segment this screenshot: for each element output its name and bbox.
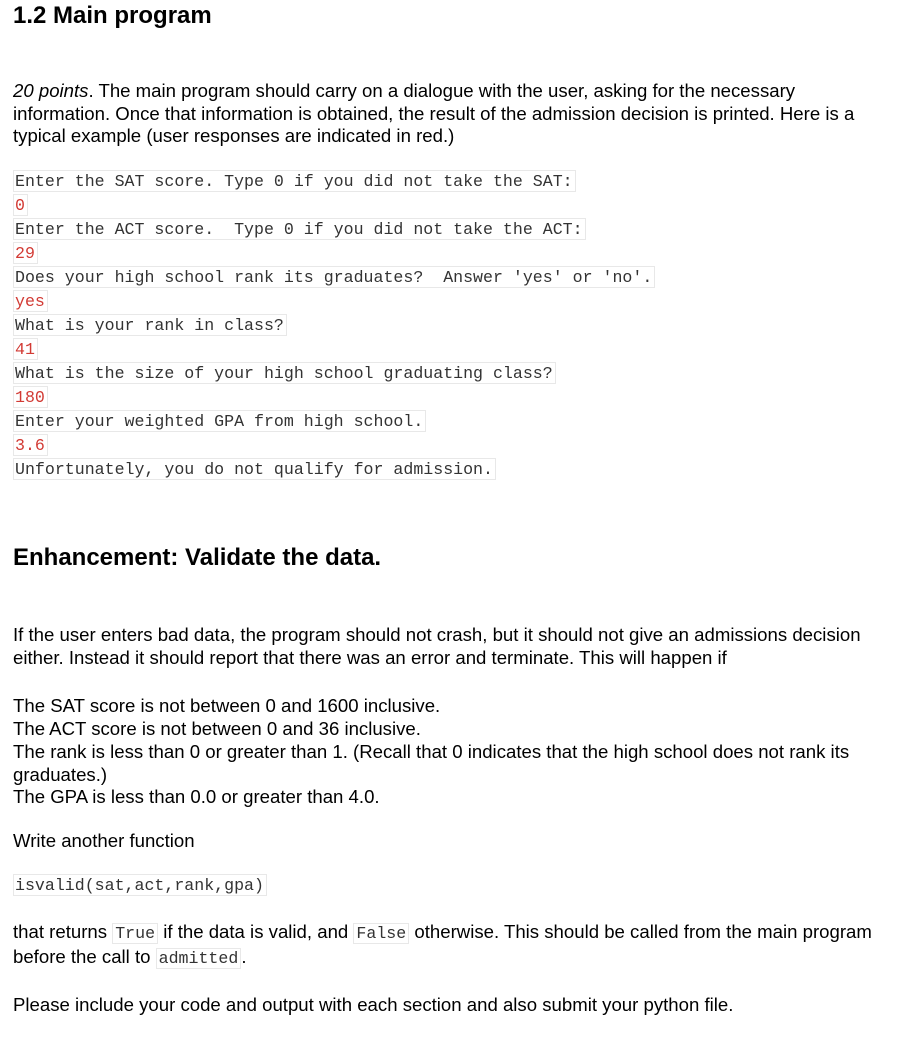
returns-text-4: . — [241, 945, 247, 967]
admitted-code: admitted — [156, 948, 242, 969]
returns-text-3: otherwise. This should be called from the main program before the call to — [13, 921, 872, 967]
program-prompt-line: Does your high school rank its graduates? Answer 'yes' or 'no'. — [13, 266, 655, 288]
closing-paragraph: Please include your code and output with each section and also submit your python file. — [13, 994, 734, 1015]
program-prompt-line: Enter your weighted GPA from high school. — [13, 410, 426, 432]
condition-rank: The rank is less than 0 or greater than 1. (Recall that 0 indicates that the high school does not rank its graduates.) — [13, 741, 850, 785]
returns-paragraph — [13, 921, 893, 970]
user-response-line: 41 — [13, 338, 38, 360]
user-response-line: yes — [13, 290, 48, 312]
user-response-line: 3.6 — [13, 434, 48, 456]
program-prompt-line: Enter the ACT score. Type 0 if you did not take the ACT: — [13, 218, 586, 240]
enhancement-intro-paragraph: If the user enters bad data, the program should not crash, but it should not give an admissions decision either. Instead it should report that there was an error and terminate. This will happen if — [13, 624, 861, 668]
false-code: False — [353, 923, 409, 944]
true-code: True — [112, 923, 158, 944]
returns-text-1: that returns — [13, 921, 113, 942]
section-heading-enhancement: Enhancement: Validate the data. — [13, 544, 382, 571]
program-prompt-line: Enter the SAT score. Type 0 if you did not take the SAT: — [13, 170, 576, 192]
intro-paragraph — [13, 80, 893, 148]
intro-text: . The main program should carry on a dialogue with the user, asking for the necessary information. Once that information is obtained, the result of the admission decision is printed. Here is a typical example (user responses are indicated in red.) — [13, 80, 855, 146]
function-signature-code: isvalid(sat,act,rank,gpa) — [13, 874, 267, 896]
program-prompt-line: Unfortunately, you do not qualify for admission. — [13, 458, 496, 480]
user-response-line: 180 — [13, 386, 48, 408]
section-heading-main-program: 1.2 Main program — [13, 2, 212, 29]
write-function-text: Write another function — [13, 830, 195, 851]
points-label: 20 points — [13, 80, 89, 101]
returns-text-2: if the data is valid, and — [158, 921, 354, 942]
program-prompt-line: What is the size of your high school graduating class? — [13, 362, 556, 384]
user-response-line: 0 — [13, 194, 28, 216]
condition-sat: The SAT score is not between 0 and 1600 inclusive. — [13, 695, 441, 716]
program-prompt-line: What is your rank in class? — [13, 314, 287, 336]
condition-gpa: The GPA is less than 0.0 or greater than 4.0. — [13, 786, 380, 807]
condition-act: The ACT score is not between 0 and 36 inclusive. — [13, 718, 421, 739]
user-response-line: 29 — [13, 242, 38, 264]
